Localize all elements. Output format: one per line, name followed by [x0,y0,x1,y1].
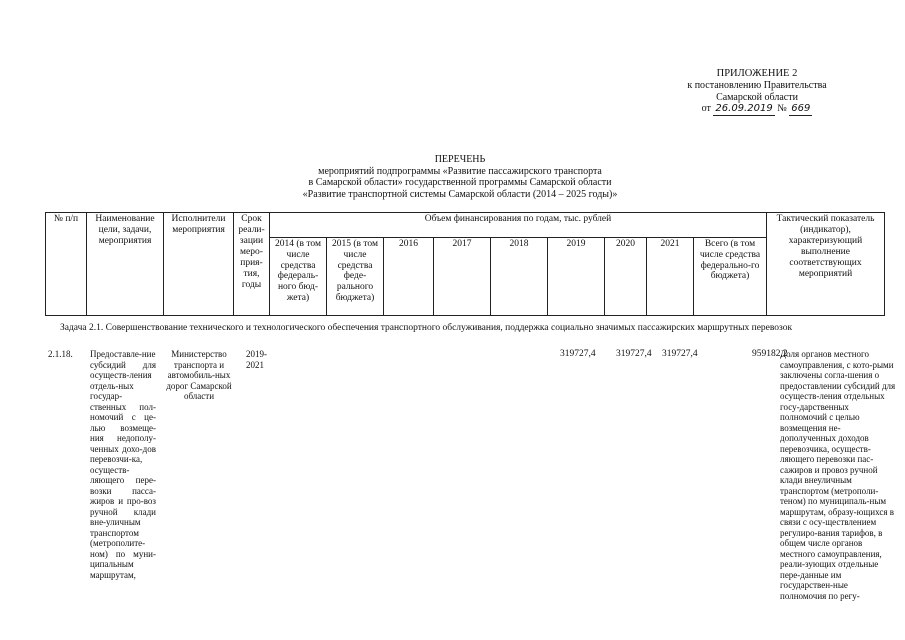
row-term: 2019-2021 [246,349,267,370]
row-name: Предоставле-ние субсидий для осуществ-ления отдель-ных государ-ственных пол-номочий с це-лью возмеще-ния недополу-ченных дохо-дов перевозчи-ка, осуществ-ляющего пере-возки пасса-жиров и про-воз ручной клади вне-уличным транспортом (метрополите-ном) по муни-ципальным маршрутам, [90,349,156,580]
row-value-2020: 319727,4 [616,349,652,359]
row-value-2019: 319727,4 [560,349,596,359]
handwritten-number: 669 [791,103,811,115]
row-value-2021: 319727,4 [662,349,698,359]
task-row: Задача 2.1. Совершенствование технического и технологического обеспечения транспортного обслуживания, поддержка социально значимых пассажирских маршрутных перевозок [60,323,793,333]
heading-line2: в Самарской области» государственной программы Самарской области [308,177,612,188]
number-prefix: № [777,103,787,115]
appendix-date-line [657,103,857,116]
date-prefix: от [701,103,711,115]
heading-line1: мероприятий подпрограммы «Развитие пассажирского транспорта [318,165,602,177]
row-number: 2.1.18. [48,349,73,359]
document-heading [260,154,660,200]
col-indicator-header: Тактический показатель (индикатор), характеризующий выполнение соответствующих мероприятий [767,213,885,316]
appendix-title: ПРИЛОЖЕНИЕ 2 [716,68,798,79]
heading-line3: «Развитие транспортной системы Самарской области (2014 – 2025 годы)» [302,188,618,200]
appendix-block [657,68,857,116]
total-header: Всего (в том числе средства федерально-го бюджета) [694,237,767,315]
col-funding-header: Объем финансирования по годам, тыс. рублей [270,213,767,238]
row-executor: Министерство транспорта и автомобиль-ных дорог Самарской области [166,349,232,402]
appendix-line2: Самарской области [716,91,798,103]
year-2021-header: 2021 [647,237,694,315]
col-name-header: Наименование цели, задачи, мероприятия [87,213,164,316]
row-value-total: 959182,2 [752,349,788,359]
col-executor-header: Исполнители мероприятия [164,213,234,316]
col-num-header: № п/п [46,213,87,316]
year-2014-header: 2014 (в том числе средства федераль-ного бюд-жета) [270,237,327,315]
year-2018-header: 2018 [491,237,548,315]
year-2017-header: 2017 [434,237,491,315]
appendix-line1: к постановлению Правительства [687,80,827,92]
year-2020-header: 2020 [605,237,647,315]
col-term-header: Срок реали-зации меро-прия-тия, годы [234,213,270,316]
heading-title: ПЕРЕЧЕНЬ [434,154,486,165]
row-indicator: Доля органов местного самоуправления, с кото-рыми заключены согла-шения о предоставлении субсидий для осуществ-ления отдельных госу-дарственных полномочий с целью возмещения не-дополученных доходов перевозчика, осуществ-ляющего перевозки пас-сажиров и провоз ручной клади внеуличным транспортом (метрополи-теном) по муниципаль-ным маршрутам, образу-ющихся в связи с осу-ществлением регулиро-вания тарифов, в общем числе органов местного самоуправления, реали-зующих отдельные пере-данные им государствен-ные полномочия по регу- [780,349,896,601]
year-2016-header: 2016 [384,237,434,315]
header-table [45,212,885,316]
year-2015-header: 2015 (в том числе средства феде-рального бюджета) [327,237,384,315]
handwritten-date: 26.09.2019 [715,103,773,115]
year-2019-header: 2019 [548,237,605,315]
